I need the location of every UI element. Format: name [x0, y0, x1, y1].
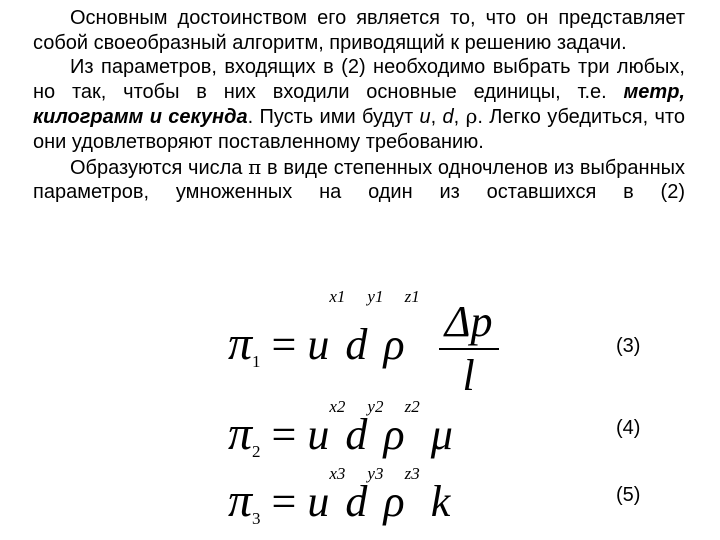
eq4-exp-x: x2: [329, 397, 346, 416]
eq4-pi: π: [228, 407, 253, 460]
eq3-exp-z: z1: [404, 287, 420, 306]
equation-5: $\pi_3 = u^{x3}d^{y3}\rho^{z3}$ k: [228, 464, 451, 528]
paragraph-3-text-a: Образуются числа: [70, 156, 243, 179]
equation-4: $\pi_2 = u^{x2}d^{y2}\rho^{z2}$ μ: [228, 397, 453, 461]
eq5-pi: π: [228, 474, 253, 527]
eq4-tail: μ: [430, 410, 453, 459]
eq3-index: 1: [252, 352, 261, 372]
paragraph-3-text-b: в виде степенных одночленов из выбранных параметров, умноженных на один из оставшихся в (2): [33, 156, 685, 204]
paragraph-2: Из параметров, входящих в (2) необходимо выбрать три любых, но так, чтобы в них входили основные единицы, т.е. метр, килограмм и секунда. Пусть ими будут u, d, ρ. Легко убедиться, что они удовлетворяют поставленному требованию.: [33, 56, 685, 153]
eq4-exp-y: y2: [367, 397, 384, 416]
eq4-number: (4): [616, 417, 641, 439]
base-units: метр, килограмм и секунда: [33, 80, 685, 129]
symbol-pi: π: [248, 154, 262, 179]
paragraph-2-text-b: . Пусть ими будут: [247, 106, 414, 129]
paragraph-2-text-a: Из параметров, входящих в (2) необходимо выбрать три любых, но так, чтобы в них входили основные единицы, т.е.: [33, 56, 685, 103]
eq3-exp-y: y1: [367, 287, 384, 306]
paragraph-1-text: Основным достоинством его является то, что он представляет собой своеобразный алгоритм, приводящий к решению задачи.: [33, 7, 685, 54]
eq5-exp-y: y3: [367, 464, 384, 483]
eq5-exp-x: x3: [329, 464, 346, 483]
eq3-exp-x: x1: [329, 287, 346, 306]
paragraph-3: [33, 155, 685, 205]
symbol-u: u: [419, 106, 431, 129]
eq3-fraction: [439, 297, 499, 400]
eq3-numerator: Δp: [439, 300, 499, 350]
paragraph-2-text-c: . Легко убедиться, что они удовлетворяют поставленному требованию.: [33, 106, 685, 153]
eq5-exp-z: z3: [404, 464, 420, 483]
eq5-number: (5): [616, 484, 641, 506]
eq4-exp-z: z2: [404, 397, 420, 416]
eq5-tail: k: [430, 477, 451, 526]
paragraph-1: [33, 6, 685, 55]
eq3-pi: π: [228, 317, 253, 371]
equation-3: $\pi_1 = u^{x1}d^{y1}\rho^{z1}$ $\frac{\Delta p}{l}$: [228, 300, 499, 398]
symbol-rho: ρ: [465, 104, 478, 129]
eq4-index: 2: [252, 442, 261, 461]
symbol-d: d: [442, 106, 454, 129]
eq5-index: 3: [252, 509, 261, 528]
eq3-number: (3): [616, 335, 641, 357]
text-body: [33, 6, 685, 205]
eq3-denominator: l: [462, 351, 475, 400]
